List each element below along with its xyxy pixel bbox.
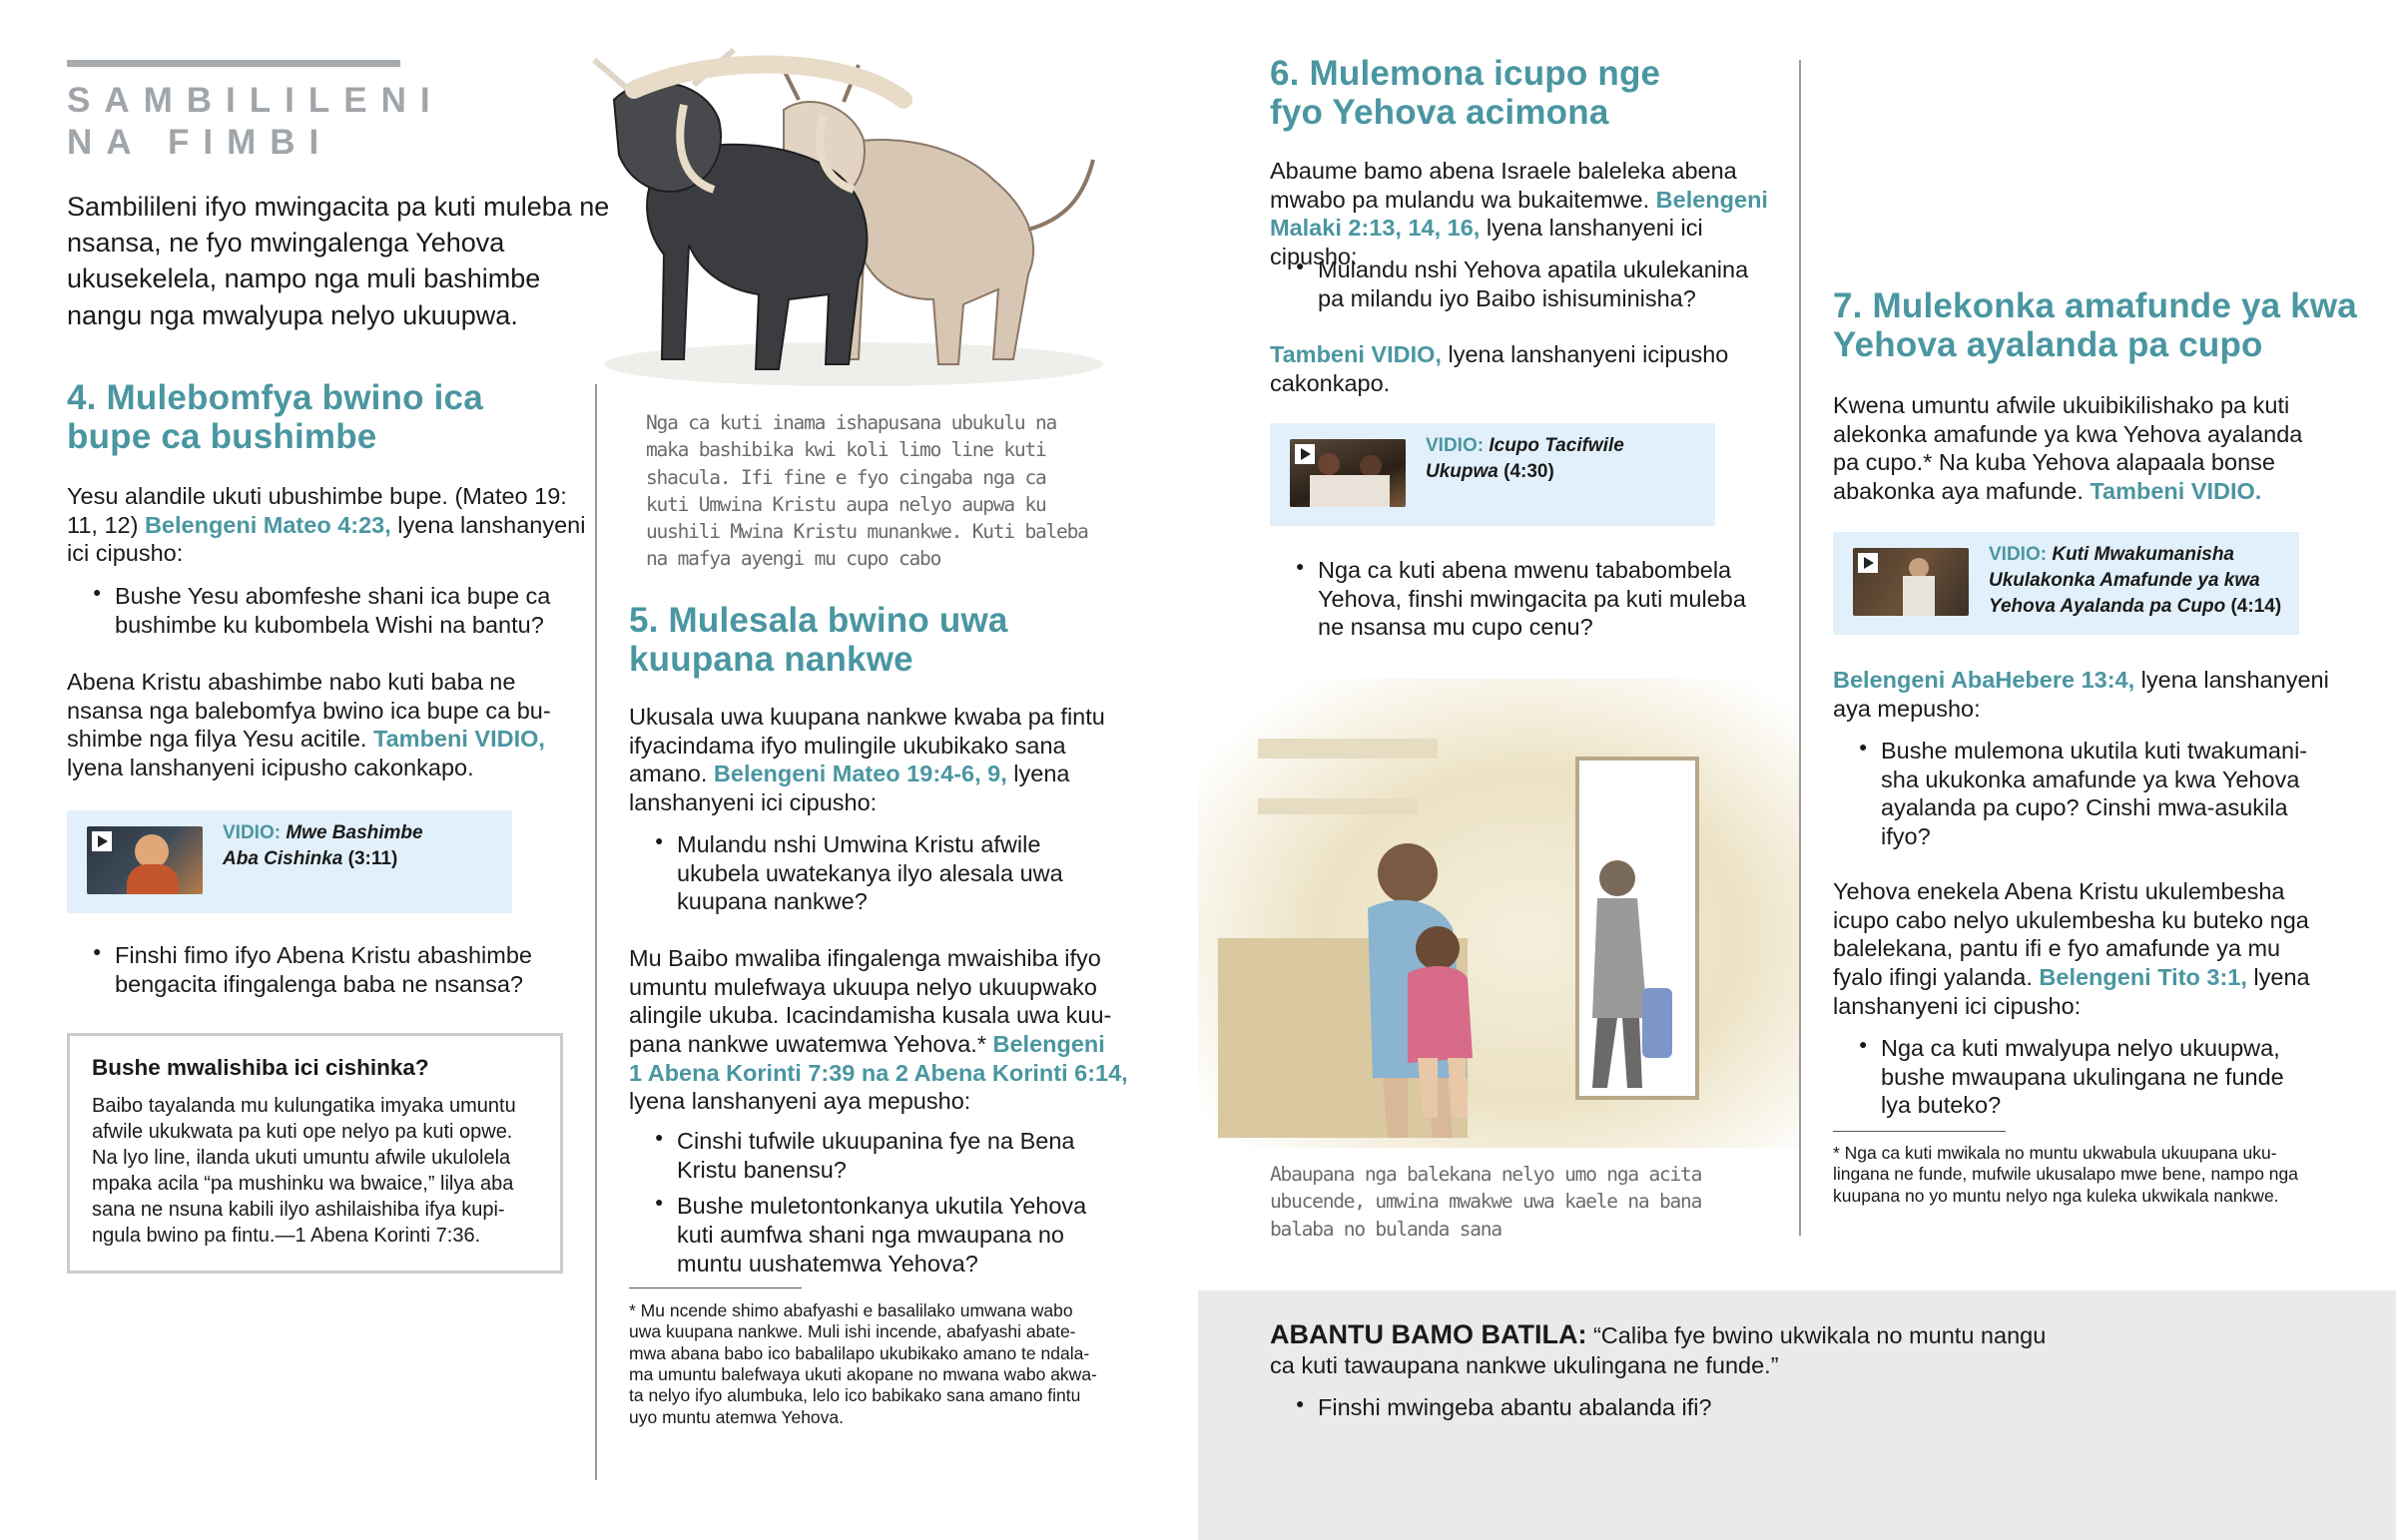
section-4-paragraph-2 — [67, 668, 586, 782]
s5-p2-line-2: umuntu mulefwaya ukuupa nelyo ukuupwako — [629, 973, 1097, 1000]
list-item — [1270, 256, 1789, 312]
section-kicker — [67, 80, 444, 164]
s7-p3-line-4 — [1833, 963, 2362, 992]
fn-line-3: mwa abana babo ico babalilapo ukubikako amano te ndala- — [629, 1342, 1090, 1363]
section-4-title-line-1: 4. Mulebomfya bwino ica — [67, 378, 483, 417]
s4-b1-line-2: bushimbe ku kubombela Wishi na bantu? — [115, 611, 544, 638]
section-5-paragraph-2 — [629, 944, 1128, 1116]
s5-b2-line-2: Kristu banensu? — [677, 1156, 847, 1183]
s4-b1-line-1: ● Bushe Yesu abomfeshe shani ica bupe ca — [115, 583, 551, 609]
s4-b2-line-1: ● Finshi fimo ifyo Abena Kristu abashimbe — [115, 942, 532, 968]
section-7-title-line-1: 7. Mulekonka amafunde ya kwa — [1833, 286, 2357, 325]
section-7-bullets-1 — [1833, 737, 2362, 851]
intro-paragraph: Sambilileni ifyo mwingacita pa kuti muleba ne nsansa, ne fyo mwingalenga Yehova ukusekelela, nampo nga muli bashimbe nangu nga mwalyupa nelyo ukuupwa. — [67, 192, 610, 330]
play-icon[interactable] — [1295, 444, 1315, 464]
s7-p3-line-1: Yehova enekela Abena Kristu ukulembesha — [1833, 878, 2285, 904]
footnote-rule — [1833, 1131, 2006, 1132]
fn-line-3: kuupana no yo muntu nelyo nga kuleka ukwikala nankwe. — [1833, 1185, 2279, 1206]
family-separation-illustration — [1198, 679, 1799, 1148]
s7-p1-line-3: pa cupo.* Na kuba Yehova alapaala bonse — [1833, 449, 2275, 476]
family-caption: Abaupana nga balekana nelyo umo nga acita ubucende, umwina mwakwe uwa kaele na bana balaba no bulanda sana — [1270, 1163, 1702, 1241]
s7-b2-line-2: bushe mwaupana ukulingana ne funde — [1881, 1063, 2284, 1090]
s4-p2-line-4: lyena lanshanyeni icipusho cakonkapo. — [67, 754, 474, 780]
s6-p1-text: mwabo pa mulandu wa bukaitemwe. — [1270, 186, 1656, 213]
s6-p2-line-2: cakonkapo. — [1270, 369, 1391, 396]
section-5-title-line-1: 5. Mulesala bwino uwa — [629, 601, 1008, 640]
bible-reference-link-mateo-4-23[interactable]: Belengeni Mateo 4:23, — [144, 511, 391, 538]
s4-p1-line-3: ici cipusho: — [67, 540, 184, 567]
list-item — [1270, 556, 1789, 642]
s6-p2-line-1 — [1270, 340, 1789, 369]
bible-reference-link-tito[interactable]: Belengeni Tito 3:1, — [2039, 963, 2247, 990]
s7-p3-line-2: icupo cabo nelyo ukulembesha ku buteko nga — [1833, 906, 2309, 933]
section-5-bullets-2 — [629, 1127, 1128, 1278]
panel-quote-line-2: ca kuti tawaupana nankwe ukulingana ne funde.” — [1270, 1352, 1779, 1379]
video-title — [1989, 542, 2281, 621]
s4-p2-line-2: nsansa nga balebomfya bwino ica bupe ca bu- — [67, 697, 551, 724]
s6-p2-text: lyena lanshanyeni icipusho — [1441, 341, 1729, 367]
bible-reference-link-malaki[interactable]: Malaki 2:13, 14, 16, — [1270, 215, 1481, 242]
s5-b1-line-2: ukubela uwatekanya ilyo alesala uwa — [677, 859, 1063, 886]
s5-p2-line-4 — [629, 1030, 1128, 1059]
section-7-footnote — [1833, 1143, 2377, 1207]
s7-p2-text: lyena lanshanyeni — [2134, 667, 2329, 693]
s6-b2-line-1: ● Nga ca kuti abena mwenu tababombela — [1318, 557, 1732, 583]
video-label: VIDIO: — [1426, 435, 1485, 456]
s5-p1-line-1: Ukusala uwa kuupana nankwe kwaba pa fintu — [629, 704, 1105, 730]
list-item — [629, 830, 1128, 916]
panel-bullets — [1270, 1393, 2168, 1423]
box-title: Bushe mwalishiba ici cishinka? — [92, 1055, 429, 1080]
section-4-bullets-2 — [67, 941, 596, 998]
section-7-title-line-2: Yehova ayalanda pa cupo — [1833, 324, 2263, 364]
s7-p3-text: fyalo ifingi yalanda. — [1833, 963, 2040, 990]
panel-line-1 — [1270, 1317, 2168, 1351]
s5-b1-line-3: kuupana nankwe? — [677, 888, 868, 915]
box-line-6: ngula bwino pa fintu.—1 Abena Korinti 7:36. — [92, 1225, 481, 1248]
s6-p1-line-1: Abaume bamo abena Israele baleleka abena — [1270, 158, 1737, 184]
s7-p2-line-1 — [1833, 666, 2362, 695]
video-card-icupo-tacifwile[interactable] — [1270, 423, 1715, 526]
s4-p2-line-3 — [67, 725, 586, 754]
video-title-line-1: Icupo Tacifwile — [1489, 435, 1624, 456]
s7-b1-line-2: sha ukukonka amafunde ya kwa Yehova — [1881, 766, 2300, 792]
s6-p1-text-b: lyena lanshanyeni ici cipusho: — [1270, 215, 1703, 269]
list-item — [67, 941, 596, 998]
bible-reference-link-mateo-19[interactable]: Belengeni Mateo 19:4-6, 9, — [713, 761, 1007, 787]
s5-b3-line-2: kuti aumfwa shani nga mwaupana no — [677, 1221, 1064, 1248]
video-label: VIDIO: — [1989, 544, 2048, 565]
s7-p1-line-1: Kwena umuntu afwile ukuibikilishako pa kuti — [1833, 392, 2290, 418]
section-4-title — [67, 379, 586, 456]
s5-p2-text: pana nankwe uwatemwa Yehova.* — [629, 1030, 993, 1057]
oxen-caption: Nga ca kuti inama ishapusana ubukulu na maka bashibika kwi koli limo line kuti shacula. Ifi fine e fyo cingaba nga ca kuti Umwina Kristu aupa nelyo aupwa ku uushili Mwina Kristu munankwe. Kuti baleba na mafya ayengi mu cupo cabo — [646, 411, 1088, 571]
video-duration: (4:30) — [1503, 461, 1554, 483]
s4-p1-line-1: Yesu alandile ukuti ubushimbe bupe. (Mateo 19: — [67, 483, 567, 509]
section-4-title-line-2: bupe ca bushimbe — [67, 416, 377, 456]
fn-line-1: * Mu ncende shimo abafyashi e basalilako umwana wabo — [629, 1300, 1073, 1320]
video-title — [223, 820, 423, 872]
section-7-paragraph-1 — [1833, 391, 2362, 506]
video-title — [1426, 433, 1624, 485]
s7-p1-text: abakonka aya mafunde. — [1833, 477, 2091, 504]
s6-p1-line-2 — [1270, 186, 1789, 215]
bible-reference-link-abahebere[interactable]: Belengeni AbaHebere 13:4, — [1833, 667, 2135, 693]
s7-p3-line-3: balelekana, pantu ifi e fyo amafunde ya mu — [1833, 935, 2281, 962]
section-7-paragraph-2 — [1833, 666, 2362, 723]
s5-p1-text-b: lyena — [1006, 761, 1070, 787]
section-7-bullets-2 — [1833, 1034, 2362, 1120]
section-4-bullets-1 — [67, 582, 596, 639]
play-icon[interactable] — [92, 831, 112, 851]
s7-b2-line-3: lya buteko? — [1881, 1092, 2002, 1119]
list-item — [629, 1192, 1128, 1278]
s7-b1-line-4: ifyo? — [1881, 822, 1931, 849]
watch-video-link[interactable]: Tambeni VIDIO, — [1270, 341, 1442, 367]
section-6-bullets-1 — [1270, 256, 1789, 312]
did-you-know-box — [67, 1033, 563, 1274]
s5-b3-line-1: ● Bushe muletontonkanya ukutila Yehova — [677, 1193, 1087, 1220]
bible-reference-link-korinti[interactable]: 1 Abena Korinti 7:39 na 2 Abena Korinti 6:14, — [629, 1059, 1128, 1086]
section-7-title — [1833, 287, 2372, 364]
header-rule — [67, 60, 400, 67]
section-7-paragraph-3 — [1833, 877, 2362, 1020]
list-item — [67, 582, 596, 639]
watch-video-link[interactable]: Tambeni VIDIO. — [2090, 477, 2262, 504]
bible-reference-link-belengeni[interactable]: Belengeni — [1655, 186, 1768, 213]
s7-b2-line-1: ● Nga ca kuti mwalyupa nelyo ukuupwa, — [1881, 1035, 2280, 1061]
s5-b3-line-3: muntu uushatemwa Yehova? — [677, 1250, 978, 1277]
video-card-kuti-mwakumanisha[interactable] — [1833, 532, 2299, 635]
column-rule-left — [595, 384, 597, 1480]
kicker-line-2: NA FIMBI — [67, 123, 333, 162]
section-5-footnote — [629, 1300, 1148, 1428]
section-5-title-line-2: kuupana nankwe — [629, 639, 913, 679]
s7-p1-line-2: alekonka amafunde ya kwa Yehova ayalanda — [1833, 420, 2303, 447]
s6-b1-line-1: ● Mulandu nshi Yehova apatila ukulekanina — [1318, 257, 1749, 282]
section-4-paragraph-1 — [67, 482, 586, 568]
box-line-1: Baibo tayalanda mu kulungatika imyaka umuntu — [92, 1095, 516, 1118]
list-item — [1833, 1034, 2362, 1120]
box-line-5: sana ne nsuna kabili ilyo ashilaishiba ifya kupi- — [92, 1199, 505, 1222]
kicker-line-1: SAMBILILENI — [67, 81, 444, 120]
s7-p3-line-5: lanshanyeni ici cipusho: — [1833, 992, 2082, 1019]
fn-line-6: uyo muntu atemwa Yehova. — [629, 1406, 845, 1427]
column-rule-right — [1799, 60, 1801, 1236]
video-thumbnail — [87, 826, 203, 894]
fn-line-2: uwa kuupana nankwe. Muli ishi incende, abafyashi abate- — [629, 1321, 1076, 1342]
section-5-paragraph-1 — [629, 703, 1118, 817]
video-title-line-2: Aba Cishinka — [223, 848, 343, 870]
s5-p1-line-4: lanshanyeni ici cipusho: — [629, 788, 878, 815]
s5-p2-line-3: alingile ukuba. Icacindamisha kusala uwa kuu- — [629, 1002, 1112, 1029]
video-title-line-3: Yehova Ayalanda pa Cupo — [1989, 596, 2226, 618]
s7-b1-line-1: ● Bushe mulemona ukutila kuti twakumani- — [1881, 738, 2308, 764]
section-5-bullets-1 — [629, 830, 1128, 916]
section-5-title — [629, 602, 1128, 679]
section-6-bullets-2 — [1270, 556, 1789, 642]
s4-p1-text-b: lyena lanshanyeni — [390, 511, 586, 538]
section-6-title — [1270, 55, 1769, 132]
s7-p2-line-2: aya mepusho: — [1833, 695, 1981, 722]
panel-heading: ABANTU BAMO BATILA: — [1270, 1319, 1587, 1349]
s5-b1-line-1: ● Mulandu nshi Umwina Kristu afwile — [677, 831, 1041, 857]
video-title-line-1: Mwe Bashimbe — [286, 822, 423, 843]
video-thumbnail — [1290, 439, 1406, 507]
video-title-line-2: Ukulakonka Amafunde ya kwa — [1989, 570, 2260, 592]
section-6-paragraph-2 — [1270, 340, 1789, 397]
video-title-line-1: Kuti Mwakumanisha — [2052, 544, 2234, 565]
watch-video-link[interactable]: Tambeni VIDIO, — [373, 726, 545, 753]
section-6-title-line-1: 6. Mulemona icupo nge — [1270, 54, 1661, 93]
s5-p2-line-6: lyena lanshanyeni aya mepusho: — [629, 1088, 971, 1115]
video-duration: (3:11) — [347, 848, 398, 870]
s6-b1-line-2: pa milandu iyo Baibo ishisuminisha? — [1318, 284, 1696, 311]
box-line-2: afwile ukukwata pa kuti ope nelyo pa kuti opwe. — [92, 1121, 513, 1144]
s7-b1-line-3: ayalanda pa cupo? Cinshi mwa-asukila — [1881, 794, 2288, 821]
list-item — [1833, 737, 2362, 851]
panel-quote-line-1: “Caliba fye bwino ukwikala no muntu nangu — [1592, 1322, 2047, 1348]
video-label: VIDIO: — [223, 822, 282, 843]
s4-p1-text: 11, 12) — [67, 511, 145, 538]
s4-b2-line-2: bengacita ifingalenga baba ne nsansa? — [115, 970, 523, 997]
list-item — [629, 1127, 1128, 1184]
yoked-oxen-illustration — [574, 30, 1113, 389]
section-6-title-line-2: fyo Yehova acimona — [1270, 92, 1609, 132]
fn-line-2: lingana ne funde, mufwile ukusalapo mwe bene, nampo nga — [1833, 1164, 2299, 1185]
bible-reference-link-belengeni[interactable]: Belengeni — [992, 1030, 1105, 1057]
some-people-say-text — [1270, 1317, 2168, 1423]
s5-p1-line-3 — [629, 760, 1118, 788]
footnote-rule — [629, 1287, 802, 1288]
fn-line-1: * Nga ca kuti mwikala no muntu ukwabula ukuupana uku- — [1833, 1143, 2277, 1163]
s6-b2-line-3: ne nsansa mu cupo cenu? — [1318, 614, 1593, 641]
s5-p1-text: amano. — [629, 761, 714, 787]
s4-p1-line-2 — [67, 511, 586, 540]
section-6-paragraph-1 — [1270, 157, 1789, 271]
s7-p1-line-4 — [1833, 477, 2362, 506]
s5-p2-line-1: Mu Baibo mwaliba ifingalenga mwaishiba ifyo — [629, 945, 1101, 971]
box-line-4: mpaka acila “pa mushinku wa bwaice,” lilya aba — [92, 1173, 514, 1196]
s5-p1-line-2: ifyacindama ifyo mulingile ukubikako sana — [629, 732, 1066, 759]
video-title-line-2: Ukupwa — [1426, 461, 1498, 483]
video-duration: (4:14) — [2230, 596, 2282, 618]
s4-p2-line-1: Abena Kristu abashimbe nabo kuti baba ne — [67, 669, 516, 695]
play-icon[interactable] — [1858, 553, 1878, 573]
video-thumbnail — [1853, 548, 1969, 616]
fn-line-4: ma umuntu balefwaya ukuti akopane no mwana wabo akwa- — [629, 1364, 1097, 1385]
box-body — [92, 1093, 538, 1249]
list-item: ● Finshi mwingeba abantu abalanda ifi? — [1270, 1393, 2168, 1423]
fn-line-5: ta nelyo ifyo alumbuka, lelo ico babikako sana amano fintu — [629, 1385, 1081, 1406]
s7-p3-text-b: lyena — [2246, 963, 2310, 990]
box-line-3: Na lyo line, ilanda ukuti umuntu afwile ukulolela — [92, 1147, 511, 1170]
s4-p2-text: shimbe nga filya Yesu acitile. — [67, 726, 373, 753]
s5-b2-line-1: ● Cinshi tufwile ukuupanina fye na Bena — [677, 1128, 1075, 1154]
video-card-mwe-bashimbe[interactable] — [67, 810, 512, 913]
s6-b2-line-2: Yehova, finshi mwingacita pa kuti muleba — [1318, 585, 1746, 612]
